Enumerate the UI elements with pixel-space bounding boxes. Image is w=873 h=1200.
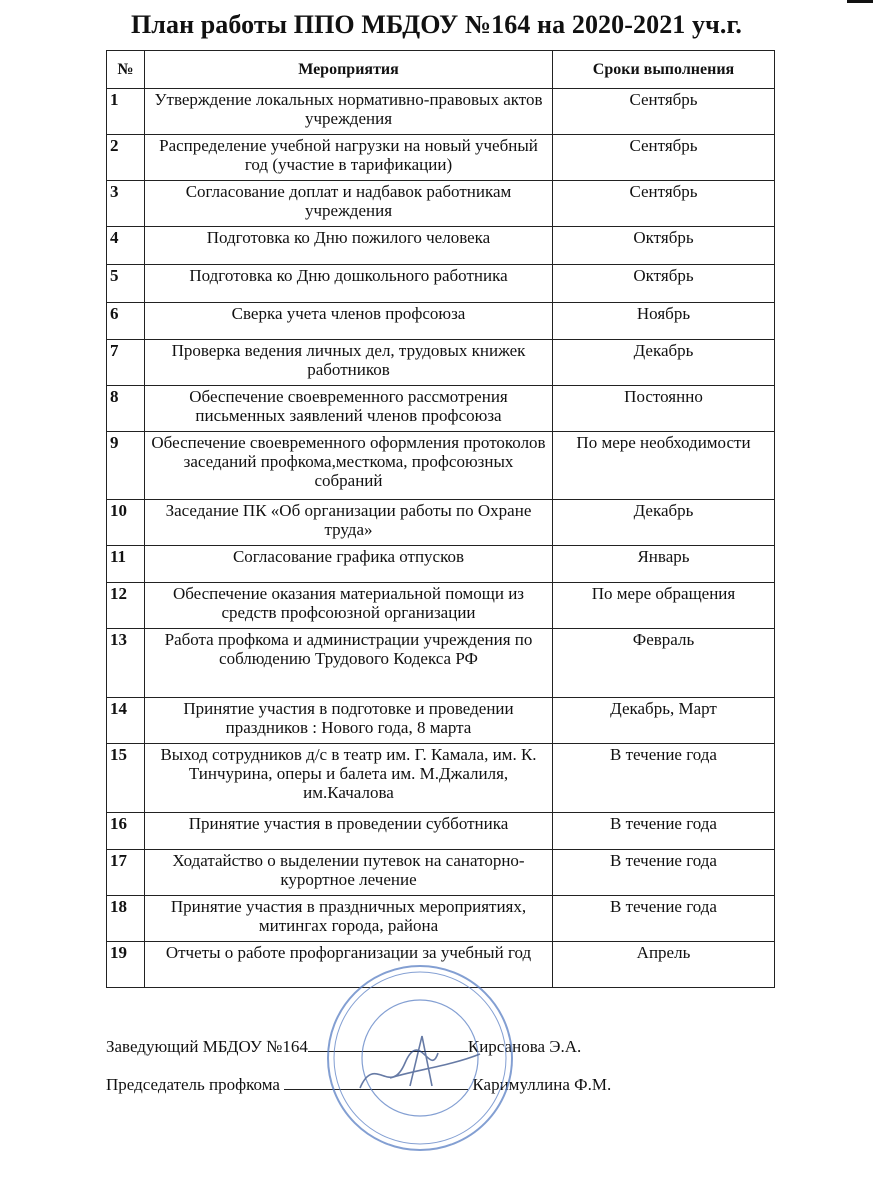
table-row (107, 340, 775, 386)
table-row (107, 89, 775, 135)
table-row (107, 850, 775, 896)
row-event: Подготовка ко Дню дошкольного работника (145, 265, 553, 303)
row-term: В течение года (553, 896, 775, 942)
table-row (107, 303, 775, 340)
row-num: 12 (107, 583, 145, 629)
row-term: Январь (553, 546, 775, 583)
signature-chair-role: Председатель профкома (106, 1075, 280, 1094)
row-num: 19 (107, 942, 145, 988)
row-term: Декабрь (553, 340, 775, 386)
row-term: Сентябрь (553, 135, 775, 181)
row-event: Ходатайство о выделении путевок на санаторно-курортное лечение (145, 850, 553, 896)
row-num: 8 (107, 386, 145, 432)
row-event: Утверждение локальных нормативно-правовых актов учреждения (145, 89, 553, 135)
stamp-outer-ring (328, 966, 512, 1150)
row-term: Декабрь (553, 500, 775, 546)
row-event: Работа профкома и администрации учреждения по соблюдению Трудового Кодекса РФ (145, 629, 553, 698)
official-stamp (320, 958, 520, 1158)
signature-chair (106, 1073, 611, 1095)
row-term: Декабрь, Март (553, 698, 775, 744)
row-num: 10 (107, 500, 145, 546)
row-num: 5 (107, 265, 145, 303)
row-event: Обеспечение своевременного оформления протоколов заседаний профкома,месткома, профсоюзных собраний (145, 432, 553, 500)
table-header-row (107, 51, 775, 89)
row-event: Выход сотрудников д/с в театр им. Г. Камала, им. К. Тинчурина, оперы и балета им. М.Джалиля, им.Качалова (145, 744, 553, 813)
row-term: Сентябрь (553, 89, 775, 135)
signature-head (106, 1035, 581, 1057)
row-event: Принятие участия в праздничных мероприятиях, митингах города, района (145, 896, 553, 942)
stamp-center-ring (362, 1000, 478, 1116)
row-term: Ноябрь (553, 303, 775, 340)
signature-head-role: Заведующий МБДОУ №164 (106, 1037, 308, 1056)
header-term: Сроки выполнения (553, 51, 775, 89)
row-term: Февраль (553, 629, 775, 698)
signature-line (284, 1073, 468, 1090)
row-event: Обеспечение оказания материальной помощи из средств профсоюзной организации (145, 583, 553, 629)
table-row (107, 546, 775, 583)
table-row (107, 629, 775, 698)
table-row (107, 744, 775, 813)
row-term: Октябрь (553, 227, 775, 265)
row-num: 9 (107, 432, 145, 500)
row-event: Обеспечение своевременного рассмотрения письменных заявлений членов профсоюза (145, 386, 553, 432)
row-num: 1 (107, 89, 145, 135)
row-term: По мере необходимости (553, 432, 775, 500)
row-term: В течение года (553, 744, 775, 813)
row-num: 6 (107, 303, 145, 340)
scan-corner-mark (847, 0, 873, 3)
row-num: 15 (107, 744, 145, 813)
row-num: 3 (107, 181, 145, 227)
header-num: № (107, 51, 145, 89)
row-term: Постоянно (553, 386, 775, 432)
document-title: План работы ППО МБДОУ №164 на 2020-2021 уч.г. (130, 10, 743, 39)
row-term: В течение года (553, 850, 775, 896)
table-row (107, 583, 775, 629)
row-term: Апрель (553, 942, 775, 988)
header-event: Мероприятия (145, 51, 553, 89)
table-row (107, 181, 775, 227)
table-row (107, 896, 775, 942)
signature-chair-name: Каримуллина Ф.М. (472, 1075, 612, 1094)
signature-line (308, 1035, 468, 1052)
row-event: Распределение учебной нагрузки на новый учебный год (участие в тарификации) (145, 135, 553, 181)
table-row (107, 813, 775, 850)
table-row (107, 698, 775, 744)
work-plan-table (106, 50, 775, 988)
table-row (107, 386, 775, 432)
row-term: Октябрь (553, 265, 775, 303)
row-num: 13 (107, 629, 145, 698)
row-event: Проверка ведения личных дел, трудовых книжек работников (145, 340, 553, 386)
row-num: 17 (107, 850, 145, 896)
row-event: Сверка учета членов профсоюза (145, 303, 553, 340)
row-event: Принятие участия в подготовке и проведении праздников : Нового года, 8 марта (145, 698, 553, 744)
row-num: 11 (107, 546, 145, 583)
signature-head-name: Кирсанова Э.А. (467, 1037, 582, 1056)
row-event: Подготовка ко Дню пожилого человека (145, 227, 553, 265)
table-row (107, 942, 775, 988)
table-row (107, 227, 775, 265)
row-num: 4 (107, 227, 145, 265)
stamp-inner-ring (334, 972, 506, 1144)
table-row (107, 432, 775, 500)
row-term: По мере обращения (553, 583, 775, 629)
row-term: В течение года (553, 813, 775, 850)
row-term: Сентябрь (553, 181, 775, 227)
table-row (107, 500, 775, 546)
row-num: 2 (107, 135, 145, 181)
row-num: 16 (107, 813, 145, 850)
row-event: Заседание ПК «Об организации работы по Охране труда» (145, 500, 553, 546)
table-row (107, 265, 775, 303)
row-num: 7 (107, 340, 145, 386)
row-event: Согласование графика отпусков (145, 546, 553, 583)
row-event: Отчеты о работе профорганизации за учебный год (145, 942, 553, 988)
row-event: Принятие участия в проведении субботника (145, 813, 553, 850)
row-event: Согласование доплат и надбавок работникам учреждения (145, 181, 553, 227)
row-num: 18 (107, 896, 145, 942)
row-num: 14 (107, 698, 145, 744)
table-row (107, 135, 775, 181)
